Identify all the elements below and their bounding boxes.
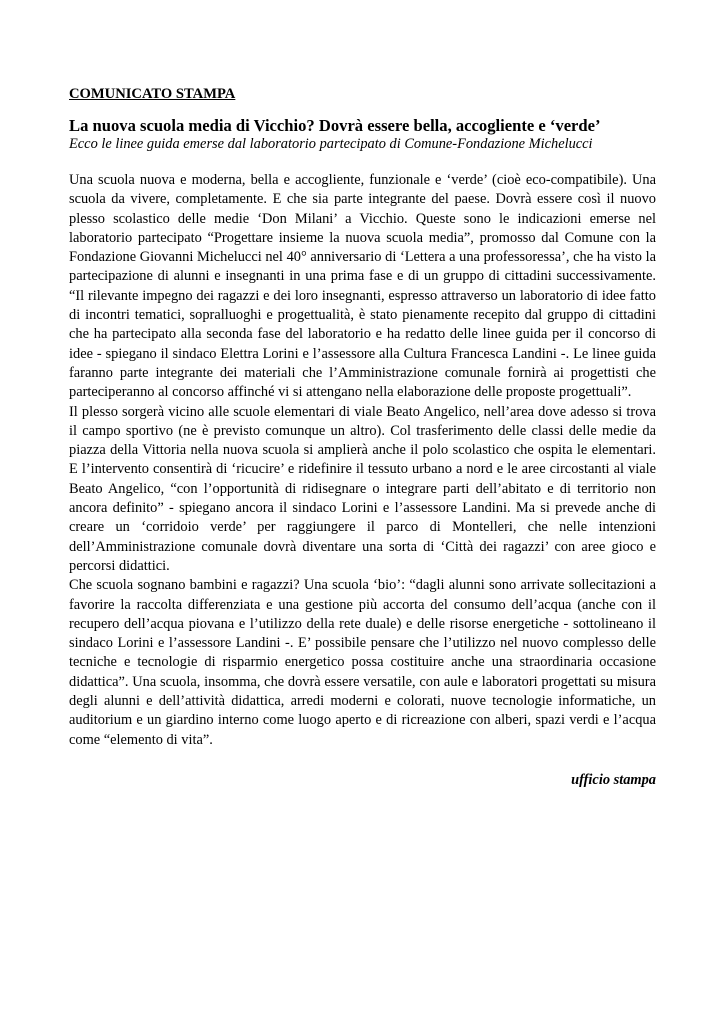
subheadline: Ecco le linee guida emerse dal laboratorio partecipato di Comune-Fondazione Michelucci <box>69 136 593 152</box>
headline: La nuova scuola media di Vicchio? Dovrà essere bella, accogliente e ‘verde’ <box>69 116 601 135</box>
body-paragraph: Che scuola sognano bambini e ragazzi? Una scuola ‘bio’: “dagli alunni sono arrivate sollecitazioni a favorire la raccolta differenziata e una gestione più accorta del consumo dell’acqua (anche con il recupero dell’acqua piovana e l’utilizzo della rete duale) e delle risorse energetiche - sottolineano il sindaco Lorini e l’assessore Landini -. E’ possibile pensare che l’utilizzo nel nuovo complesso delle tecniche e tecnologie di risparmio energetico possa costituire anche una straordinaria occasione didattica”. Una scuola, insomma, che dovrà essere versatile, con aule e laboratori progettati su misura degli alunni e dell’attività didattica, arredi moderni e colorati, nuove tecnologie informatiche, un auditorium e un giardino interno come luogo aperto e di ricreazione con alberi, spazi verdi e l’acqua come “elemento di vita”. <box>69 577 656 748</box>
body-paragraph: Il plesso sorgerà vicino alle scuole elementari di viale Beato Angelico, nell’area dove adesso si trova il campo sportivo (ne è previsto comunque un altro). Col trasferimento delle classi delle medie da piazza della Vittoria nella nuova scuola si amplierà anche il polo scolastico che ospita le elementari. E l’intervento consentirà di ‘ricucire’ e ridefinire il tessuto urbano a nord e le aree circostanti al viale Beato Angelico, “con l’opportunità di ridisegnare o integrare parti dell’abitato e di territorio non ancora definito” - spiegano ancora il sindaco Lorini e l’assessore Landini. Ma si prevede anche di creare un ‘corridoio verde’ per raggiungere il parco di Montelleri, che nelle intenzioni dell’Amministrazione comunale dovrà diventare una sorta di ‘Città dei ragazzi’ con aree gioco e percorsi didattici. <box>69 403 656 574</box>
press-release-page <box>69 85 656 790</box>
signature: ufficio stampa <box>571 771 656 788</box>
document-label: COMUNICATO STAMPA <box>69 86 236 102</box>
body-paragraph: Una scuola nuova e moderna, bella e accogliente, funzionale e ‘verde’ (cioè eco-compatibile). Una scuola da vivere, completamente. E che sia parte integrante del paese. Dovrà essere così il nuovo plesso scolastico delle medie ‘Don Milani’ a Vicchio. Queste sono le indicazioni emerse nel laboratorio partecipato “Progettare insieme la nuova scuola media”, promosso dal Comune con la Fondazione Giovanni Michelucci nel 40° anniversario di ‘Lettera a una professoressa’, che ha visto la partecipazione di alunni e insegnanti in una prima fase e di un gruppo di cittadini successivamente. “Il rilevante impegno dei ragazzi e dei loro insegnanti, espresso attraverso un laboratorio di idee fatto di incontri tematici, sopralluoghi e progettualità, è stato pienamente recepito dal gruppo di cittadini che ha partecipato alla seconda fase del laboratorio e ha redatto delle linee guida per il concorso di idee - spiegano il sindaco Elettra Lorini e l’assessore alla Cultura Francesca Landini -. Le linee guida faranno parte integrante dei materiali che l’Amministrazione comunale fornirà ai progettisti che parteciperanno al concorso affinché vi si attengano nella elaborazione delle proposte progettuali”. <box>69 172 656 401</box>
